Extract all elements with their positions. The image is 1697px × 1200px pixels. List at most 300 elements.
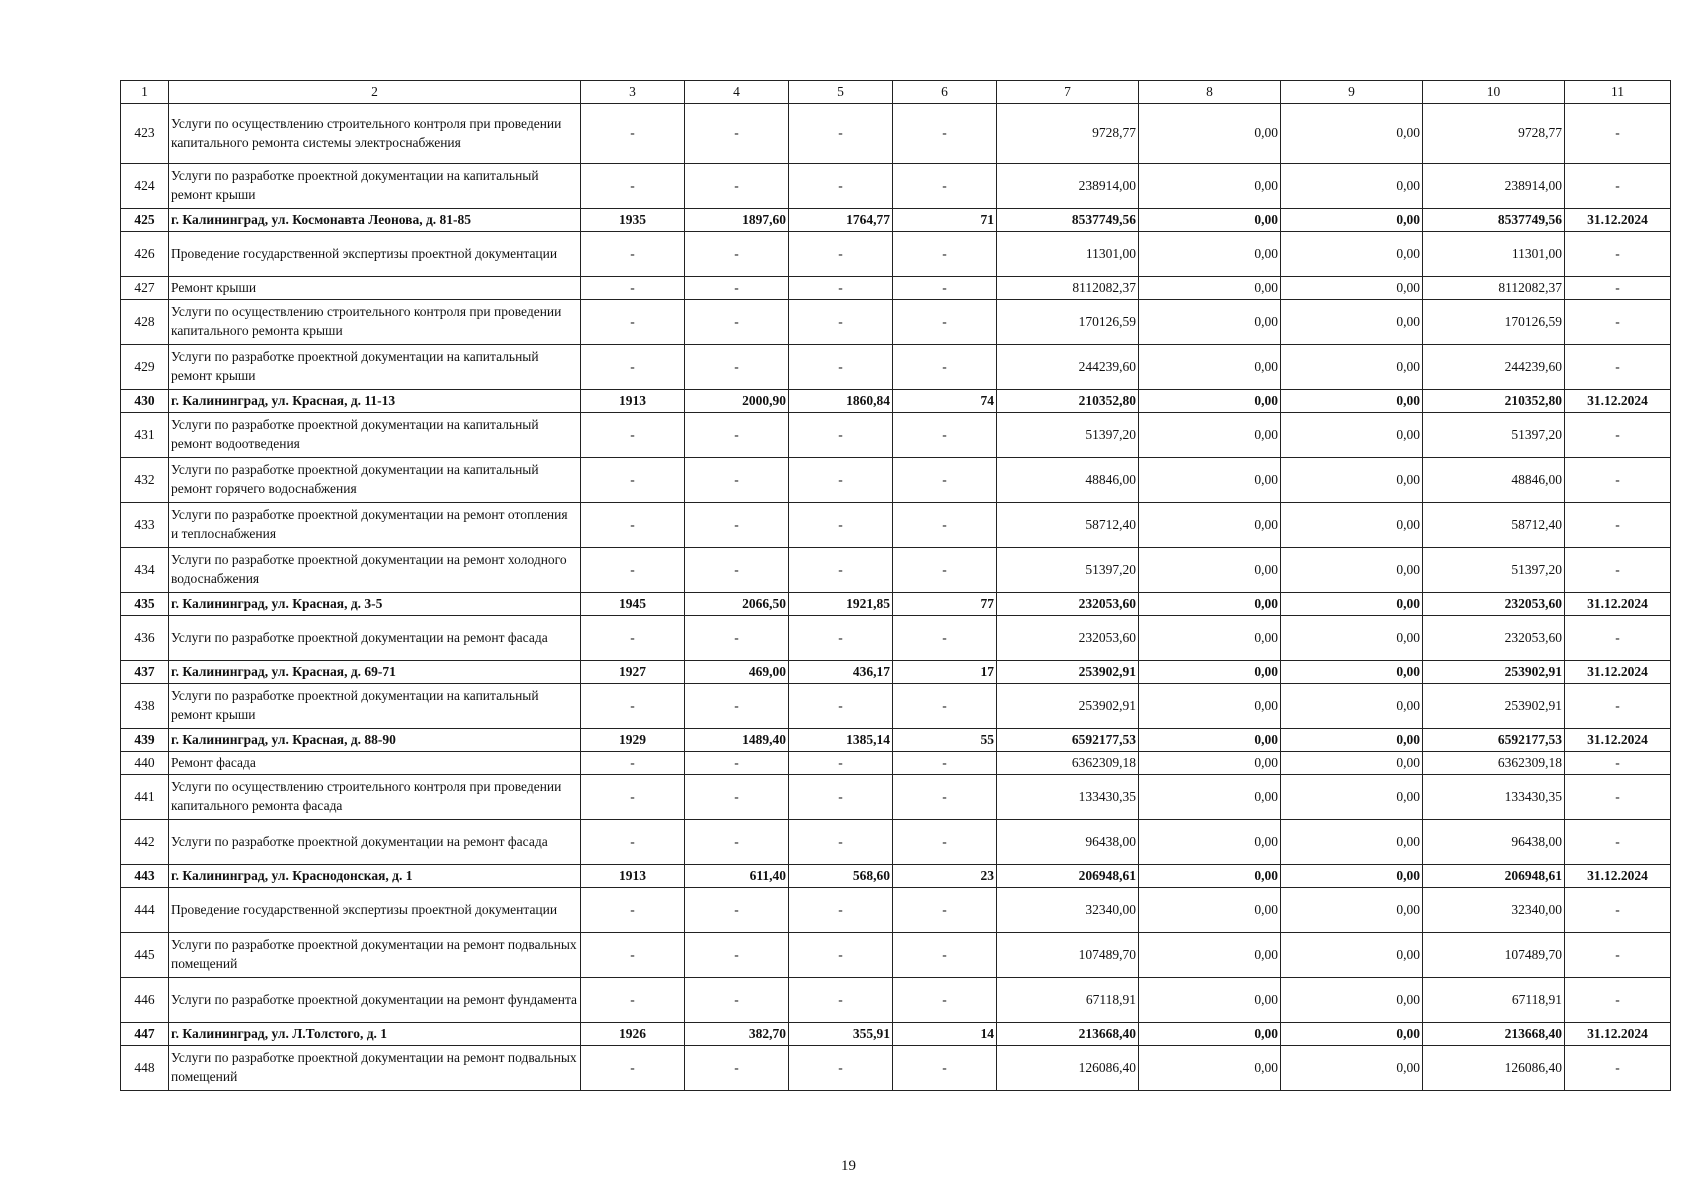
item-name-cell: г. Калининград, ул. Космонавта Леонова, д. 81-85 xyxy=(169,209,581,232)
col-7-cell: 238914,00 xyxy=(997,164,1139,209)
col-5-cell: - xyxy=(789,933,893,978)
col-4-cell: - xyxy=(685,232,789,277)
item-name-cell: Услуги по разработке проектной документации на ремонт холодного водоснабжения xyxy=(169,548,581,593)
col-9-cell: 0,00 xyxy=(1281,661,1423,684)
item-name-cell: Услуги по осуществлению строительного контроля при проведении капитального ремонта системы электроснабжения xyxy=(169,104,581,164)
item-name-cell: Услуги по разработке проектной документации на ремонт подвальных помещений xyxy=(169,933,581,978)
col-3-cell: - xyxy=(581,413,685,458)
capital-repair-table xyxy=(120,80,1671,1091)
col-8-cell: 0,00 xyxy=(1139,164,1281,209)
col-3-cell: - xyxy=(581,933,685,978)
col-8-cell: 0,00 xyxy=(1139,548,1281,593)
row-number-cell: 438 xyxy=(121,684,169,729)
work-item-row xyxy=(121,820,1671,865)
item-name-cell: Услуги по разработке проектной документации на капитальный ремонт крыши xyxy=(169,684,581,729)
col-10-cell: 253902,91 xyxy=(1423,684,1565,729)
item-name-cell: г. Калининград, ул. Красная, д. 88-90 xyxy=(169,729,581,752)
col-4-cell: - xyxy=(685,752,789,775)
column-header: 8 xyxy=(1139,81,1281,104)
col-10-cell: 126086,40 xyxy=(1423,1046,1565,1091)
col-3-cell: - xyxy=(581,345,685,390)
col-3-cell: - xyxy=(581,277,685,300)
work-item-row xyxy=(121,684,1671,729)
col-5-cell: - xyxy=(789,616,893,661)
col-6-cell: - xyxy=(893,1046,997,1091)
col-10-cell: 253902,91 xyxy=(1423,661,1565,684)
row-number-cell: 442 xyxy=(121,820,169,865)
col-3-cell: - xyxy=(581,232,685,277)
col-3-cell: - xyxy=(581,775,685,820)
col-3-cell: 1929 xyxy=(581,729,685,752)
row-number-cell: 445 xyxy=(121,933,169,978)
col-11-cell: - xyxy=(1565,164,1671,209)
work-item-row xyxy=(121,888,1671,933)
col-6-cell: - xyxy=(893,277,997,300)
col-8-cell: 0,00 xyxy=(1139,458,1281,503)
column-header: 2 xyxy=(169,81,581,104)
item-name-cell: Услуги по разработке проектной документации на ремонт фасада xyxy=(169,820,581,865)
column-header: 1 xyxy=(121,81,169,104)
col-5-cell: 1764,77 xyxy=(789,209,893,232)
column-header: 10 xyxy=(1423,81,1565,104)
col-7-cell: 210352,80 xyxy=(997,390,1139,413)
col-10-cell: 32340,00 xyxy=(1423,888,1565,933)
col-10-cell: 51397,20 xyxy=(1423,413,1565,458)
item-name-cell: Услуги по осуществлению строительного контроля при проведении капитального ремонта крыши xyxy=(169,300,581,345)
item-name-cell: Услуги по разработке проектной документации на ремонт фасада xyxy=(169,616,581,661)
col-4-cell: - xyxy=(685,503,789,548)
item-name-cell: Услуги по разработке проектной документации на капитальный ремонт горячего водоснабжения xyxy=(169,458,581,503)
col-11-cell: 31.12.2024 xyxy=(1565,661,1671,684)
col-4-cell: - xyxy=(685,684,789,729)
row-number-cell: 447 xyxy=(121,1023,169,1046)
col-10-cell: 170126,59 xyxy=(1423,300,1565,345)
col-3-cell: - xyxy=(581,164,685,209)
col-6-cell: - xyxy=(893,933,997,978)
column-header: 3 xyxy=(581,81,685,104)
col-8-cell: 0,00 xyxy=(1139,1023,1281,1046)
col-4-cell: - xyxy=(685,1046,789,1091)
col-8-cell: 0,00 xyxy=(1139,978,1281,1023)
col-8-cell: 0,00 xyxy=(1139,503,1281,548)
col-9-cell: 0,00 xyxy=(1281,933,1423,978)
col-9-cell: 0,00 xyxy=(1281,232,1423,277)
col-8-cell: 0,00 xyxy=(1139,616,1281,661)
row-number-cell: 436 xyxy=(121,616,169,661)
col-11-cell: - xyxy=(1565,458,1671,503)
col-6-cell: 71 xyxy=(893,209,997,232)
col-5-cell: - xyxy=(789,413,893,458)
col-8-cell: 0,00 xyxy=(1139,729,1281,752)
col-11-cell: - xyxy=(1565,413,1671,458)
row-number-cell: 432 xyxy=(121,458,169,503)
col-7-cell: 8537749,56 xyxy=(997,209,1139,232)
col-7-cell: 170126,59 xyxy=(997,300,1139,345)
col-6-cell: - xyxy=(893,503,997,548)
col-6-cell: - xyxy=(893,164,997,209)
column-header: 4 xyxy=(685,81,789,104)
row-number-cell: 430 xyxy=(121,390,169,413)
address-row xyxy=(121,1023,1671,1046)
col-3-cell: - xyxy=(581,104,685,164)
col-8-cell: 0,00 xyxy=(1139,684,1281,729)
col-7-cell: 232053,60 xyxy=(997,593,1139,616)
page-number: 19 xyxy=(841,1158,856,1174)
work-item-row xyxy=(121,978,1671,1023)
col-6-cell: - xyxy=(893,548,997,593)
col-8-cell: 0,00 xyxy=(1139,300,1281,345)
col-9-cell: 0,00 xyxy=(1281,277,1423,300)
work-item-row xyxy=(121,413,1671,458)
col-4-cell: 2066,50 xyxy=(685,593,789,616)
col-10-cell: 6362309,18 xyxy=(1423,752,1565,775)
col-5-cell: - xyxy=(789,548,893,593)
col-8-cell: 0,00 xyxy=(1139,593,1281,616)
col-4-cell: - xyxy=(685,345,789,390)
row-number-cell: 443 xyxy=(121,865,169,888)
col-5-cell: 1385,14 xyxy=(789,729,893,752)
col-7-cell: 51397,20 xyxy=(997,548,1139,593)
col-4-cell: - xyxy=(685,978,789,1023)
col-5-cell: - xyxy=(789,300,893,345)
col-11-cell: 31.12.2024 xyxy=(1565,1023,1671,1046)
col-6-cell: - xyxy=(893,888,997,933)
col-11-cell: 31.12.2024 xyxy=(1565,865,1671,888)
row-number-cell: 427 xyxy=(121,277,169,300)
col-7-cell: 48846,00 xyxy=(997,458,1139,503)
col-7-cell: 58712,40 xyxy=(997,503,1139,548)
work-item-row xyxy=(121,616,1671,661)
col-10-cell: 213668,40 xyxy=(1423,1023,1565,1046)
col-10-cell: 206948,61 xyxy=(1423,865,1565,888)
col-7-cell: 51397,20 xyxy=(997,413,1139,458)
col-4-cell: 382,70 xyxy=(685,1023,789,1046)
col-8-cell: 0,00 xyxy=(1139,775,1281,820)
col-7-cell: 6592177,53 xyxy=(997,729,1139,752)
col-9-cell: 0,00 xyxy=(1281,300,1423,345)
col-7-cell: 126086,40 xyxy=(997,1046,1139,1091)
col-6-cell: - xyxy=(893,820,997,865)
col-7-cell: 232053,60 xyxy=(997,616,1139,661)
col-10-cell: 238914,00 xyxy=(1423,164,1565,209)
col-3-cell: - xyxy=(581,820,685,865)
col-10-cell: 8112082,37 xyxy=(1423,277,1565,300)
address-row xyxy=(121,661,1671,684)
col-8-cell: 0,00 xyxy=(1139,865,1281,888)
col-7-cell: 8112082,37 xyxy=(997,277,1139,300)
col-4-cell: - xyxy=(685,104,789,164)
work-item-row xyxy=(121,548,1671,593)
col-8-cell: 0,00 xyxy=(1139,390,1281,413)
col-10-cell: 232053,60 xyxy=(1423,593,1565,616)
col-8-cell: 0,00 xyxy=(1139,209,1281,232)
col-4-cell: - xyxy=(685,775,789,820)
col-11-cell: - xyxy=(1565,978,1671,1023)
col-8-cell: 0,00 xyxy=(1139,888,1281,933)
item-name-cell: Проведение государственной экспертизы проектной документации xyxy=(169,888,581,933)
item-name-cell: г. Калининград, ул. Красная, д. 11-13 xyxy=(169,390,581,413)
col-3-cell: - xyxy=(581,548,685,593)
item-name-cell: Проведение государственной экспертизы проектной документации xyxy=(169,232,581,277)
col-11-cell: - xyxy=(1565,888,1671,933)
col-10-cell: 6592177,53 xyxy=(1423,729,1565,752)
col-3-cell: 1913 xyxy=(581,865,685,888)
work-item-row xyxy=(121,164,1671,209)
col-10-cell: 107489,70 xyxy=(1423,933,1565,978)
col-11-cell: - xyxy=(1565,1046,1671,1091)
col-7-cell: 32340,00 xyxy=(997,888,1139,933)
col-4-cell: - xyxy=(685,820,789,865)
col-10-cell: 8537749,56 xyxy=(1423,209,1565,232)
col-8-cell: 0,00 xyxy=(1139,1046,1281,1091)
col-8-cell: 0,00 xyxy=(1139,820,1281,865)
col-7-cell: 133430,35 xyxy=(997,775,1139,820)
col-11-cell: 31.12.2024 xyxy=(1565,390,1671,413)
col-5-cell: - xyxy=(789,978,893,1023)
col-5-cell: - xyxy=(789,1046,893,1091)
col-8-cell: 0,00 xyxy=(1139,345,1281,390)
col-9-cell: 0,00 xyxy=(1281,548,1423,593)
col-10-cell: 51397,20 xyxy=(1423,548,1565,593)
col-6-cell: - xyxy=(893,684,997,729)
col-9-cell: 0,00 xyxy=(1281,1046,1423,1091)
col-10-cell: 96438,00 xyxy=(1423,820,1565,865)
col-9-cell: 0,00 xyxy=(1281,413,1423,458)
row-number-cell: 433 xyxy=(121,503,169,548)
work-item-row xyxy=(121,1046,1671,1091)
col-7-cell: 253902,91 xyxy=(997,661,1139,684)
column-header: 5 xyxy=(789,81,893,104)
col-3-cell: - xyxy=(581,888,685,933)
col-6-cell: - xyxy=(893,413,997,458)
col-8-cell: 0,00 xyxy=(1139,104,1281,164)
address-row xyxy=(121,390,1671,413)
col-5-cell: 1921,85 xyxy=(789,593,893,616)
row-number-cell: 424 xyxy=(121,164,169,209)
col-3-cell: - xyxy=(581,458,685,503)
row-number-cell: 448 xyxy=(121,1046,169,1091)
row-number-cell: 434 xyxy=(121,548,169,593)
col-5-cell: 355,91 xyxy=(789,1023,893,1046)
col-4-cell: 469,00 xyxy=(685,661,789,684)
col-6-cell: 14 xyxy=(893,1023,997,1046)
header-row xyxy=(121,81,1671,104)
col-5-cell: - xyxy=(789,888,893,933)
col-8-cell: 0,00 xyxy=(1139,661,1281,684)
item-name-cell: Услуги по разработке проектной документации на капитальный ремонт крыши xyxy=(169,164,581,209)
col-6-cell: - xyxy=(893,752,997,775)
col-7-cell: 67118,91 xyxy=(997,978,1139,1023)
col-11-cell: - xyxy=(1565,277,1671,300)
row-number-cell: 437 xyxy=(121,661,169,684)
col-3-cell: - xyxy=(581,503,685,548)
col-10-cell: 48846,00 xyxy=(1423,458,1565,503)
col-3-cell: 1926 xyxy=(581,1023,685,1046)
col-5-cell: 436,17 xyxy=(789,661,893,684)
col-10-cell: 133430,35 xyxy=(1423,775,1565,820)
col-8-cell: 0,00 xyxy=(1139,232,1281,277)
col-6-cell: - xyxy=(893,232,997,277)
col-9-cell: 0,00 xyxy=(1281,209,1423,232)
col-9-cell: 0,00 xyxy=(1281,865,1423,888)
row-number-cell: 431 xyxy=(121,413,169,458)
col-10-cell: 58712,40 xyxy=(1423,503,1565,548)
col-7-cell: 253902,91 xyxy=(997,684,1139,729)
work-item-row xyxy=(121,458,1671,503)
col-6-cell: 17 xyxy=(893,661,997,684)
col-5-cell: - xyxy=(789,820,893,865)
col-3-cell: - xyxy=(581,1046,685,1091)
col-4-cell: - xyxy=(685,413,789,458)
col-6-cell: - xyxy=(893,775,997,820)
col-11-cell: - xyxy=(1565,933,1671,978)
col-9-cell: 0,00 xyxy=(1281,104,1423,164)
col-7-cell: 9728,77 xyxy=(997,104,1139,164)
col-11-cell: - xyxy=(1565,300,1671,345)
col-9-cell: 0,00 xyxy=(1281,616,1423,661)
col-6-cell: - xyxy=(893,300,997,345)
col-9-cell: 0,00 xyxy=(1281,164,1423,209)
col-10-cell: 232053,60 xyxy=(1423,616,1565,661)
col-7-cell: 6362309,18 xyxy=(997,752,1139,775)
col-5-cell: - xyxy=(789,277,893,300)
col-7-cell: 11301,00 xyxy=(997,232,1139,277)
col-10-cell: 244239,60 xyxy=(1423,345,1565,390)
col-11-cell: 31.12.2024 xyxy=(1565,729,1671,752)
work-item-row xyxy=(121,232,1671,277)
row-number-cell: 426 xyxy=(121,232,169,277)
col-11-cell: 31.12.2024 xyxy=(1565,209,1671,232)
col-5-cell: - xyxy=(789,752,893,775)
work-item-row xyxy=(121,300,1671,345)
row-number-cell: 440 xyxy=(121,752,169,775)
work-item-row xyxy=(121,104,1671,164)
item-name-cell: г. Калининград, ул. Красная, д. 3-5 xyxy=(169,593,581,616)
col-3-cell: - xyxy=(581,684,685,729)
col-11-cell: - xyxy=(1565,684,1671,729)
col-9-cell: 0,00 xyxy=(1281,390,1423,413)
col-9-cell: 0,00 xyxy=(1281,458,1423,503)
col-5-cell: 568,60 xyxy=(789,865,893,888)
col-5-cell: - xyxy=(789,164,893,209)
col-6-cell: 74 xyxy=(893,390,997,413)
col-7-cell: 213668,40 xyxy=(997,1023,1139,1046)
col-11-cell: - xyxy=(1565,232,1671,277)
work-item-row xyxy=(121,752,1671,775)
col-7-cell: 206948,61 xyxy=(997,865,1139,888)
col-4-cell: - xyxy=(685,277,789,300)
address-row xyxy=(121,865,1671,888)
col-7-cell: 244239,60 xyxy=(997,345,1139,390)
col-8-cell: 0,00 xyxy=(1139,413,1281,458)
address-row xyxy=(121,593,1671,616)
col-9-cell: 0,00 xyxy=(1281,978,1423,1023)
col-9-cell: 0,00 xyxy=(1281,503,1423,548)
col-6-cell: - xyxy=(893,616,997,661)
col-9-cell: 0,00 xyxy=(1281,775,1423,820)
row-number-cell: 423 xyxy=(121,104,169,164)
col-5-cell: 1860,84 xyxy=(789,390,893,413)
work-item-row xyxy=(121,775,1671,820)
col-5-cell: - xyxy=(789,775,893,820)
row-number-cell: 429 xyxy=(121,345,169,390)
work-item-row xyxy=(121,503,1671,548)
col-4-cell: - xyxy=(685,164,789,209)
col-3-cell: - xyxy=(581,300,685,345)
col-3-cell: - xyxy=(581,752,685,775)
col-6-cell: - xyxy=(893,104,997,164)
col-4-cell: 1489,40 xyxy=(685,729,789,752)
col-6-cell: 77 xyxy=(893,593,997,616)
col-4-cell: - xyxy=(685,548,789,593)
work-item-row xyxy=(121,277,1671,300)
col-3-cell: 1935 xyxy=(581,209,685,232)
item-name-cell: Услуги по разработке проектной документации на капитальный ремонт крыши xyxy=(169,345,581,390)
col-4-cell: - xyxy=(685,458,789,503)
col-3-cell: 1945 xyxy=(581,593,685,616)
col-5-cell: - xyxy=(789,232,893,277)
col-4-cell: 1897,60 xyxy=(685,209,789,232)
work-item-row xyxy=(121,345,1671,390)
item-name-cell: Услуги по осуществлению строительного контроля при проведении капитального ремонта фасада xyxy=(169,775,581,820)
column-header: 7 xyxy=(997,81,1139,104)
col-6-cell: - xyxy=(893,345,997,390)
col-5-cell: - xyxy=(789,345,893,390)
col-9-cell: 0,00 xyxy=(1281,752,1423,775)
row-number-cell: 425 xyxy=(121,209,169,232)
row-number-cell: 428 xyxy=(121,300,169,345)
col-11-cell: - xyxy=(1565,820,1671,865)
col-11-cell: - xyxy=(1565,104,1671,164)
item-name-cell: Ремонт крыши xyxy=(169,277,581,300)
col-6-cell: 23 xyxy=(893,865,997,888)
item-name-cell: Услуги по разработке проектной документации на ремонт подвальных помещений xyxy=(169,1046,581,1091)
item-name-cell: Услуги по разработке проектной документации на ремонт фундамента xyxy=(169,978,581,1023)
column-header: 11 xyxy=(1565,81,1671,104)
col-8-cell: 0,00 xyxy=(1139,277,1281,300)
col-6-cell: 55 xyxy=(893,729,997,752)
col-7-cell: 107489,70 xyxy=(997,933,1139,978)
column-header: 6 xyxy=(893,81,997,104)
col-9-cell: 0,00 xyxy=(1281,345,1423,390)
col-3-cell: 1913 xyxy=(581,390,685,413)
col-8-cell: 0,00 xyxy=(1139,752,1281,775)
work-item-row xyxy=(121,933,1671,978)
table-body xyxy=(121,104,1671,1091)
col-9-cell: 0,00 xyxy=(1281,593,1423,616)
column-header: 9 xyxy=(1281,81,1423,104)
col-4-cell: - xyxy=(685,616,789,661)
col-10-cell: 11301,00 xyxy=(1423,232,1565,277)
col-10-cell: 67118,91 xyxy=(1423,978,1565,1023)
col-4-cell: 2000,90 xyxy=(685,390,789,413)
col-5-cell: - xyxy=(789,503,893,548)
address-row xyxy=(121,729,1671,752)
row-number-cell: 439 xyxy=(121,729,169,752)
col-4-cell: 611,40 xyxy=(685,865,789,888)
item-name-cell: Ремонт фасада xyxy=(169,752,581,775)
col-4-cell: - xyxy=(685,888,789,933)
row-number-cell: 444 xyxy=(121,888,169,933)
col-9-cell: 0,00 xyxy=(1281,729,1423,752)
item-name-cell: г. Калининград, ул. Л.Толстого, д. 1 xyxy=(169,1023,581,1046)
col-3-cell: 1927 xyxy=(581,661,685,684)
item-name-cell: г. Калининград, ул. Краснодонская, д. 1 xyxy=(169,865,581,888)
row-number-cell: 441 xyxy=(121,775,169,820)
col-10-cell: 9728,77 xyxy=(1423,104,1565,164)
col-5-cell: - xyxy=(789,104,893,164)
col-11-cell: - xyxy=(1565,752,1671,775)
